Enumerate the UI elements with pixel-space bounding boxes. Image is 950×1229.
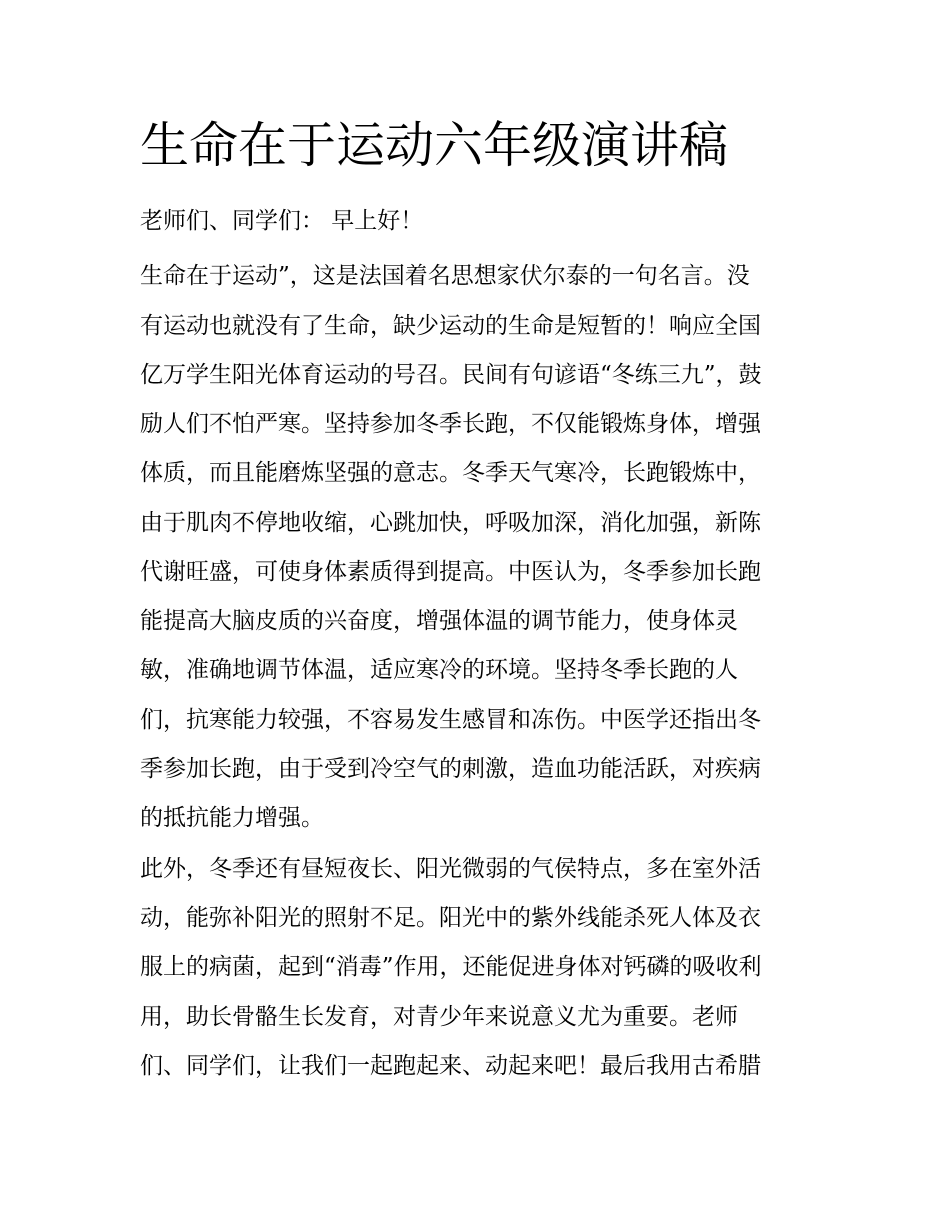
body-line: 代谢旺盛，可使身体素质得到提高。中医认为，冬季参加长跑 (140, 559, 761, 585)
body-line: 体质，而且能磨炼坚强的意志。冬季天气寒冷，长跑锻炼中， (140, 460, 761, 486)
body-line: 们，抗寒能力较强，不容易发生感冒和冻伤。中医学还指出冬 (140, 707, 761, 733)
greeting-line: 老师们、同学们： 早上好！ (140, 208, 424, 234)
body-line: 励人们不怕严寒。坚持参加冬季长跑，不仅能锻炼身体，增强 (140, 411, 761, 437)
body-line: 们、同学们，让我们一起跑起来、动起来吧！最后我用古希腊 (140, 1053, 761, 1079)
document-title: 生命在于运动六年级演讲稿 (140, 117, 729, 174)
body-line: 敏，准确地调节体温，适应寒冷的环境。坚持冬季长跑的人 (140, 657, 738, 683)
body-line: 生命在于运动”，这是法国着名思想家伏尔泰的一句名言。没 (140, 263, 750, 289)
body-line: 亿万学生阳光体育运动的号召。民间有句谚语“冬练三九”，鼓 (140, 362, 762, 388)
body-line: 有运动也就没有了生命，缺少运动的生命是短暂的！响应全国 (140, 313, 761, 339)
body-line: 用，助长骨骼生长发育，对青少年来说意义尤为重要。老师 (140, 1004, 738, 1030)
body-line: 动，能弥补阳光的照射不足。阳光中的紫外线能杀死人体及衣 (140, 905, 761, 931)
body-line: 由于肌肉不停地收缩，心跳加快，呼吸加深，消化加强，新陈 (140, 510, 761, 536)
body-line: 季参加长跑，由于受到冷空气的刺激，造血功能活跃，对疾病 (140, 756, 761, 782)
body-line: 能提高大脑皮质的兴奋度，增强体温的调节能力，使身体灵 (140, 608, 738, 634)
body-line: 此外，冬季还有昼短夜长、阳光微弱的气侯特点，多在室外活 (140, 856, 761, 882)
body-line: 的抵抗能力增强。 (140, 805, 324, 831)
body-line: 服上的病菌，起到“消毒”作用，还能促进身体对钙磷的吸收利 (140, 954, 762, 980)
